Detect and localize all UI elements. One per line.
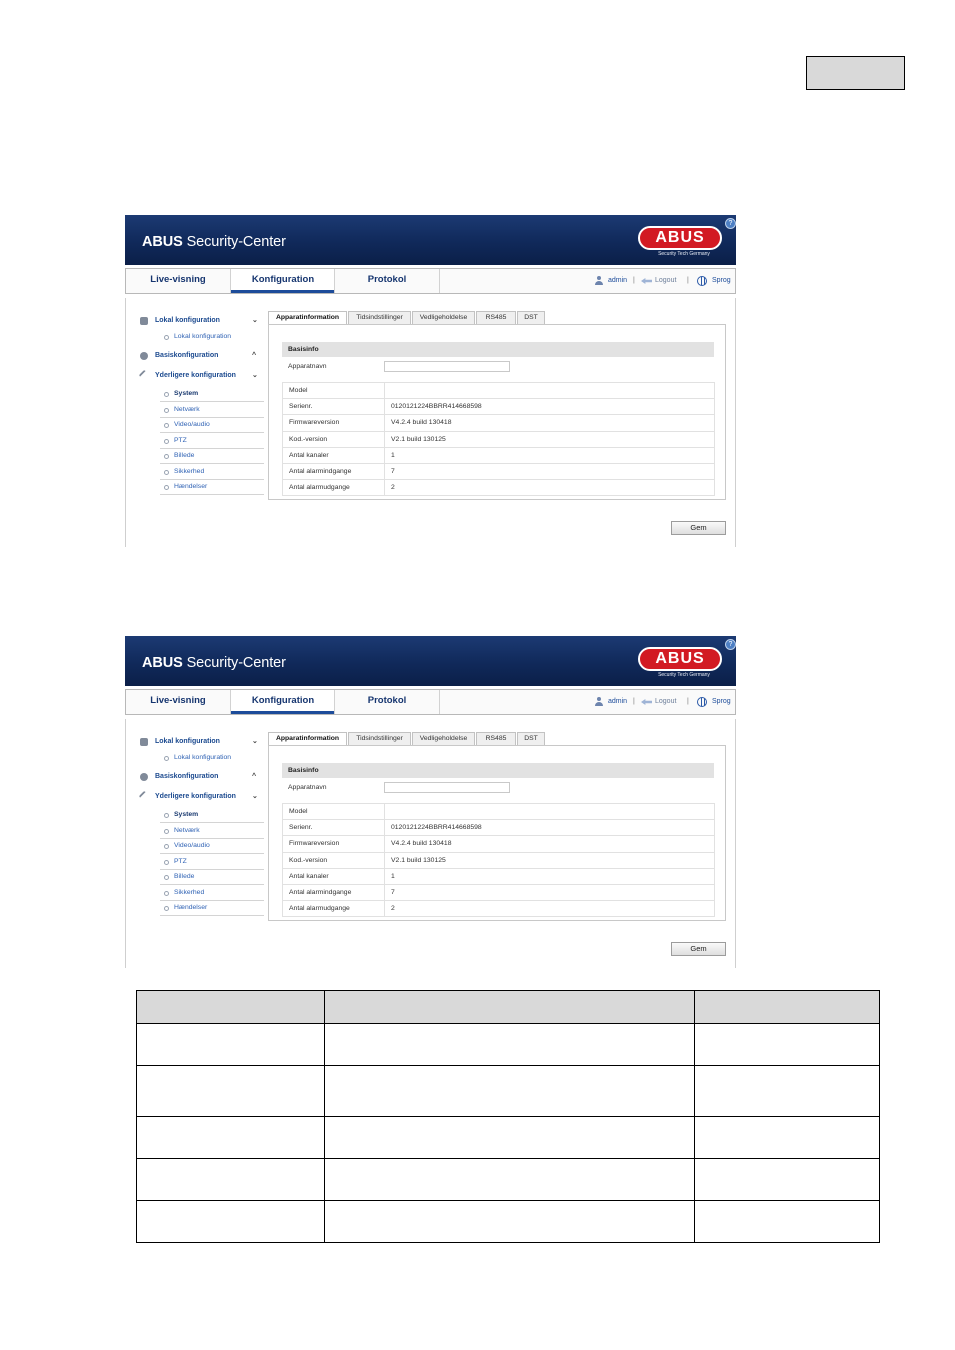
info-value: 0120121224BBRR414668598 bbox=[385, 399, 715, 415]
app-title: ABUS Security-Center bbox=[142, 655, 286, 671]
sidebar-item-video-audio[interactable]: Video/audio bbox=[160, 839, 264, 854]
language-link[interactable]: Sprog bbox=[712, 277, 731, 284]
tab-rs485[interactable]: RS485 bbox=[476, 732, 516, 746]
help-icon[interactable]: ? bbox=[725, 639, 736, 650]
bullet-icon bbox=[164, 891, 169, 896]
device-name-label: Apparatnavn bbox=[288, 784, 327, 791]
info-table bbox=[282, 803, 715, 917]
device-info-panel bbox=[268, 745, 726, 921]
tab-rs485[interactable]: RS485 bbox=[476, 311, 516, 325]
sidebar-item-video-audio[interactable]: Video/audio bbox=[160, 418, 264, 433]
table-row bbox=[137, 1201, 880, 1243]
logo-tagline: Security Tech Germany bbox=[658, 672, 710, 678]
table-cell bbox=[695, 1024, 880, 1066]
bullet-icon bbox=[164, 485, 169, 490]
device-name-label: Apparatnavn bbox=[288, 363, 327, 370]
info-value: V4.2.4 build 130418 bbox=[385, 836, 715, 852]
column-header bbox=[137, 991, 325, 1024]
content-area bbox=[125, 719, 736, 968]
table-row bbox=[283, 463, 715, 479]
table-row bbox=[137, 1024, 880, 1066]
tab-time-settings[interactable]: Tidsindstillinger bbox=[348, 732, 411, 746]
parameter-table bbox=[136, 990, 880, 1243]
bullet-icon bbox=[164, 860, 169, 865]
info-key: Firmwareversion bbox=[283, 836, 385, 852]
bullet-icon bbox=[164, 875, 169, 880]
screenshot-1 bbox=[125, 215, 739, 547]
info-value: 0120121224BBRR414668598 bbox=[385, 820, 715, 836]
tab-time-settings[interactable]: Tidsindstillinger bbox=[348, 311, 411, 325]
monitor-icon bbox=[140, 738, 148, 746]
info-value bbox=[385, 804, 715, 820]
bullet-icon bbox=[164, 813, 169, 818]
wrench-icon bbox=[139, 791, 152, 804]
table-cell bbox=[137, 1159, 325, 1201]
logo-tagline: Security Tech Germany bbox=[658, 251, 710, 257]
table-header-row bbox=[137, 991, 880, 1024]
logo-mark: ABUS bbox=[638, 226, 722, 250]
sidebar-item-local[interactable]: Lokal konfiguration bbox=[160, 330, 264, 344]
table-cell bbox=[325, 1117, 695, 1159]
table-cell bbox=[695, 1117, 880, 1159]
user-icon bbox=[594, 697, 604, 707]
table-cell bbox=[695, 1159, 880, 1201]
table-cell bbox=[695, 1066, 880, 1117]
table-row bbox=[137, 1117, 880, 1159]
table-cell bbox=[325, 1066, 695, 1117]
logo-mark: ABUS bbox=[638, 647, 722, 671]
sidebar-item-system[interactable]: System bbox=[160, 808, 264, 823]
sidebar-item-events[interactable]: Hændelser bbox=[160, 480, 264, 495]
tab-dst[interactable]: DST bbox=[517, 732, 545, 746]
chevron-down-icon: ⌄ bbox=[252, 738, 258, 745]
page-tag-box bbox=[806, 56, 905, 90]
device-name-input[interactable] bbox=[384, 361, 510, 372]
main-menu bbox=[125, 689, 736, 715]
bullet-icon bbox=[164, 423, 169, 428]
section-title: Basisinfo bbox=[282, 342, 714, 357]
table-row bbox=[283, 383, 715, 399]
separator: | bbox=[633, 277, 635, 284]
info-value: 7 bbox=[385, 884, 715, 900]
table-row bbox=[283, 447, 715, 463]
tab-log[interactable]: Protokol bbox=[367, 695, 407, 706]
menu-divider bbox=[439, 690, 440, 714]
logout-icon bbox=[641, 278, 652, 284]
info-key: Serienr. bbox=[283, 399, 385, 415]
info-key: Antal alarmindgange bbox=[283, 463, 385, 479]
admin-link[interactable]: admin bbox=[608, 698, 628, 705]
logout-link[interactable]: Logout bbox=[655, 277, 677, 284]
admin-link[interactable]: admin bbox=[608, 277, 628, 284]
info-value: 7 bbox=[385, 463, 715, 479]
globe-icon bbox=[697, 697, 707, 707]
info-value: 2 bbox=[385, 480, 715, 496]
main-menu bbox=[125, 268, 736, 294]
bullet-icon bbox=[164, 906, 169, 911]
tab-device-info[interactable]: Apparatinformation bbox=[268, 732, 347, 746]
info-key: Kod.-version bbox=[283, 431, 385, 447]
header-banner bbox=[125, 636, 736, 686]
table-cell bbox=[325, 1201, 695, 1243]
tab-device-info[interactable]: Apparatinformation bbox=[268, 311, 347, 325]
info-key: Antal kanaler bbox=[283, 868, 385, 884]
logout-link[interactable]: Logout bbox=[655, 698, 677, 705]
sidebar-item-network[interactable]: Netværk bbox=[160, 824, 264, 839]
info-table bbox=[282, 382, 715, 496]
sidebar-group-basic[interactable]: Basiskonfiguration ^ bbox=[136, 349, 264, 363]
help-icon[interactable]: ? bbox=[725, 218, 736, 229]
tab-configuration[interactable]: Konfiguration bbox=[231, 690, 335, 714]
save-button[interactable]: Gem bbox=[671, 521, 726, 535]
abus-logo bbox=[638, 226, 722, 257]
table-cell bbox=[325, 1024, 695, 1066]
tab-maintenance[interactable]: Vedligeholdelse bbox=[412, 311, 475, 325]
info-value: V4.2.4 build 130418 bbox=[385, 415, 715, 431]
logout-icon bbox=[641, 699, 652, 705]
info-value: V2.1 build 130125 bbox=[385, 852, 715, 868]
table-row bbox=[283, 804, 715, 820]
chevron-down-icon: ⌄ bbox=[252, 793, 258, 800]
device-info-panel bbox=[268, 324, 726, 500]
bullet-icon bbox=[164, 392, 169, 397]
sphere-icon bbox=[140, 352, 148, 360]
tab-log[interactable]: Protokol bbox=[367, 274, 407, 285]
sidebar-item-security[interactable]: Sikkerhed bbox=[160, 886, 264, 901]
sidebar-group-advanced[interactable]: Yderligere konfiguration ⌄ bbox=[136, 369, 264, 383]
table-row bbox=[283, 852, 715, 868]
sidebar-group-local[interactable]: Lokal konfiguration ⌄ bbox=[136, 314, 264, 328]
tab-live-view[interactable]: Live-visning bbox=[150, 695, 206, 706]
table-row bbox=[283, 884, 715, 900]
info-key: Kod.-version bbox=[283, 852, 385, 868]
tab-dst[interactable]: DST bbox=[517, 311, 545, 325]
tab-configuration[interactable]: Konfiguration bbox=[231, 269, 335, 293]
sidebar-item-ptz[interactable]: PTZ bbox=[160, 855, 264, 870]
info-key: Serienr. bbox=[283, 820, 385, 836]
info-value: 1 bbox=[385, 868, 715, 884]
table-row bbox=[283, 480, 715, 496]
bullet-icon bbox=[164, 844, 169, 849]
wrench-icon bbox=[139, 370, 152, 383]
info-value: 1 bbox=[385, 447, 715, 463]
table-row bbox=[283, 431, 715, 447]
table-row bbox=[137, 1159, 880, 1201]
info-key: Model bbox=[283, 804, 385, 820]
sidebar-item-image[interactable]: Billede bbox=[160, 449, 264, 464]
sphere-icon bbox=[140, 773, 148, 781]
info-key: Model bbox=[283, 383, 385, 399]
table-cell bbox=[137, 1066, 325, 1117]
abus-logo bbox=[638, 647, 722, 678]
globe-icon bbox=[697, 276, 707, 286]
info-key: Antal alarmindgange bbox=[283, 884, 385, 900]
column-header bbox=[325, 991, 695, 1024]
header-banner bbox=[125, 215, 736, 265]
table-cell bbox=[695, 1201, 880, 1243]
table-row bbox=[283, 820, 715, 836]
sidebar-item-security[interactable]: Sikkerhed bbox=[160, 465, 264, 480]
sidebar-item-local[interactable]: Lokal konfiguration bbox=[160, 751, 264, 765]
table-row bbox=[283, 415, 715, 431]
monitor-icon bbox=[140, 317, 148, 325]
language-link[interactable]: Sprog bbox=[712, 698, 731, 705]
bullet-icon bbox=[164, 408, 169, 413]
table-cell bbox=[325, 1159, 695, 1201]
sidebar-item-network[interactable]: Netværk bbox=[160, 403, 264, 418]
tab-maintenance[interactable]: Vedligeholdelse bbox=[412, 732, 475, 746]
separator: | bbox=[687, 277, 689, 284]
chevron-down-icon: ⌄ bbox=[252, 317, 258, 324]
table-row bbox=[283, 868, 715, 884]
table-row bbox=[283, 836, 715, 852]
user-icon bbox=[594, 276, 604, 286]
bullet-icon bbox=[164, 756, 169, 761]
bullet-icon bbox=[164, 335, 169, 340]
table-cell bbox=[137, 1117, 325, 1159]
table-row bbox=[283, 901, 715, 917]
info-key: Antal alarmudgange bbox=[283, 480, 385, 496]
sidebar-group-advanced[interactable]: Yderligere konfiguration ⌄ bbox=[136, 790, 264, 804]
sidebar-group-local[interactable]: Lokal konfiguration ⌄ bbox=[136, 735, 264, 749]
separator: | bbox=[633, 698, 635, 705]
table-row bbox=[283, 399, 715, 415]
bullet-icon bbox=[164, 829, 169, 834]
device-name-input[interactable] bbox=[384, 782, 510, 793]
chevron-up-icon: ^ bbox=[252, 773, 257, 780]
bullet-icon bbox=[164, 454, 169, 459]
info-key: Firmwareversion bbox=[283, 415, 385, 431]
info-value: V2.1 build 130125 bbox=[385, 431, 715, 447]
table-row bbox=[137, 1066, 880, 1117]
info-key: Antal kanaler bbox=[283, 447, 385, 463]
content-area bbox=[125, 298, 736, 547]
app-title: ABUS Security-Center bbox=[142, 234, 286, 250]
save-button[interactable]: Gem bbox=[671, 942, 726, 956]
menu-divider bbox=[439, 269, 440, 293]
info-value: 2 bbox=[385, 901, 715, 917]
sidebar-group-basic[interactable]: Basiskonfiguration ^ bbox=[136, 770, 264, 784]
section-title: Basisinfo bbox=[282, 763, 714, 778]
screenshot-2 bbox=[125, 636, 739, 968]
table-cell bbox=[137, 1201, 325, 1243]
sidebar-item-system[interactable]: System bbox=[160, 387, 264, 402]
bullet-icon bbox=[164, 470, 169, 475]
separator: | bbox=[687, 698, 689, 705]
sidebar-item-events[interactable]: Hændelser bbox=[160, 901, 264, 916]
sidebar-item-ptz[interactable]: PTZ bbox=[160, 434, 264, 449]
table-cell bbox=[137, 1024, 325, 1066]
info-key: Antal alarmudgange bbox=[283, 901, 385, 917]
tab-live-view[interactable]: Live-visning bbox=[150, 274, 206, 285]
column-header bbox=[695, 991, 880, 1024]
chevron-up-icon: ^ bbox=[252, 352, 257, 359]
info-value bbox=[385, 383, 715, 399]
bullet-icon bbox=[164, 439, 169, 444]
chevron-down-icon: ⌄ bbox=[252, 372, 258, 379]
sidebar-item-image[interactable]: Billede bbox=[160, 870, 264, 885]
